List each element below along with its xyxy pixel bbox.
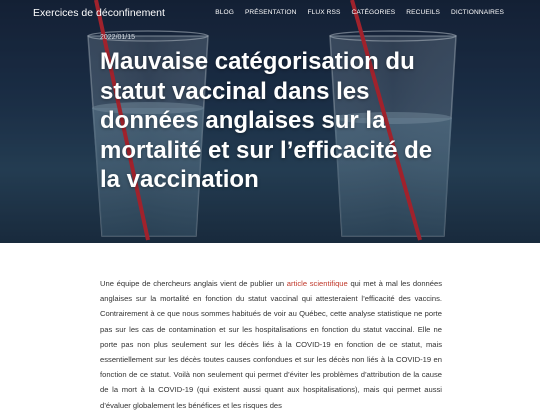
article-text: Une équipe de chercheurs anglais vient de publier un	[100, 279, 287, 288]
article-body	[100, 276, 442, 413]
top-navigation-bar	[0, 0, 540, 28]
post-date: 2022/01/15	[100, 34, 136, 41]
post-title: Mauvaise catégorisation du statut vaccinal dans les données anglaises sur la mortalité et sur l’efficacité de la vaccination	[100, 48, 433, 193]
nav-item-rss-feed[interactable]: FLUX RSS	[307, 9, 341, 16]
nav-item-presentation[interactable]: PRÉSENTATION	[244, 9, 297, 16]
nav-item-categories[interactable]: CATÉGORIES	[351, 9, 396, 16]
site-title[interactable]: Exercices de déconfinement	[33, 7, 165, 19]
article-paragraph	[100, 276, 442, 413]
article-text: qui met à mal les données anglaises sur la mortalité en fonction du statut vaccinal qui attesteraient l’efficacité des vaccins. Contrairement à ce que nous sommes habitués de voir au Québec, cette analyse statistique ne porte pas sur les cas de contamination et sur les hospitalisations en fonction du statut vaccinal. Elle ne porte pas non plus seulement sur les décès liés à la COVID-19 en fonction de ce statut, mais essentiellement sur les décès toutes causes confondues et sur les décès non liés à la COVID-19 en fonction de ce statut. Voilà non seulement qui permet d’éviter les problèmes d’attribution de la cause de la mort à la COVID-19 (qui existent aussi quant aux hospitalisations), mais qui permet aussi d’évaluer globalement les bénéfices et les risques des	[100, 279, 443, 410]
nav-item-dictionaries[interactable]: DICTIONNAIRES	[451, 9, 504, 16]
nav-item-blog[interactable]: BLOG	[215, 9, 234, 16]
scientific-article-link[interactable]: article scientifique	[286, 279, 348, 288]
main-nav	[215, 9, 504, 16]
nav-item-collections[interactable]: RECUEILS	[406, 9, 441, 16]
